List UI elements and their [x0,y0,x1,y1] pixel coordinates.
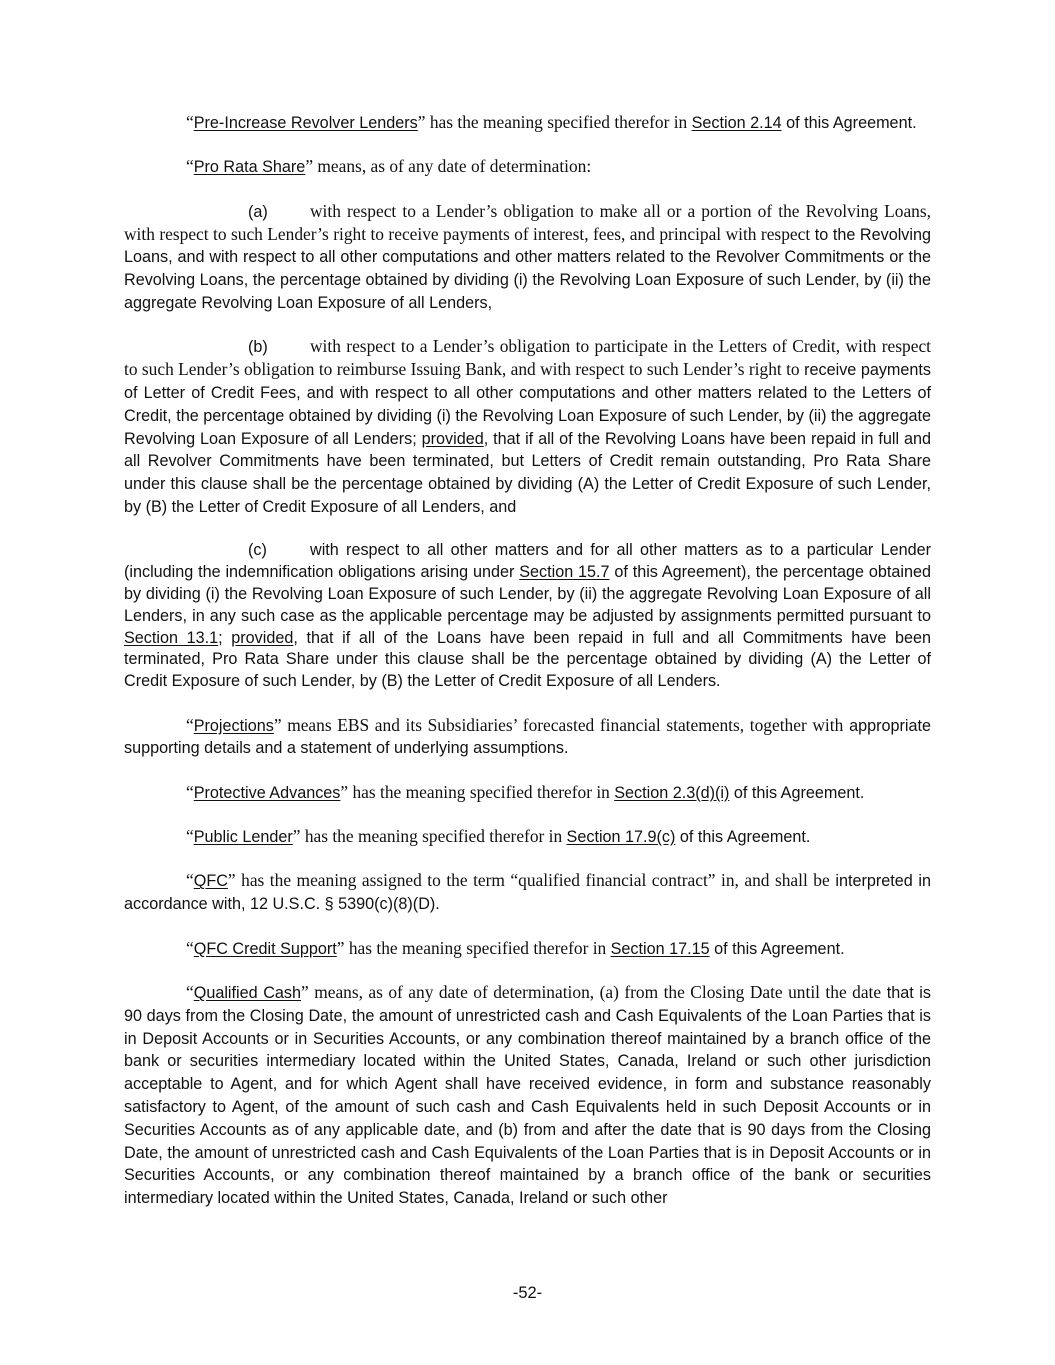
open-quote: “ [186,826,194,847]
document-page [124,112,931,1232]
close-quote: ” [292,826,301,847]
page-number: -52- [512,1284,543,1302]
clause-text: ; [218,628,232,647]
definition-qfc [124,870,931,916]
clause-text: , that if all of the Loans have been repaid in full and all Commitments have been terminated, Pro Rata Share under this clause shall be the percentage obtained by dividing (A) the Letter of Credit Exposure of such Lender, by (B) the Letter of Credit Exposure of all Lenders. [124,628,931,691]
definition-protective-advances [124,782,931,805]
definition-projections [124,715,931,761]
close-quote: ” [301,982,309,1003]
definition-text: of this Agreement. [729,783,865,802]
clause-label: (c) [248,541,267,560]
provided-term: provided [231,628,294,647]
clause-text: of this Agreement), the percentage obtained by dividing (i) the Revolving Loan Exposure of such Lender, by (ii) the aggregate Revolving Loan Exposure of all Lenders, in any such case as the applicable percentage may be adjusted by assignments permitted pursuant to [124,563,931,625]
definition-text: has the meaning specified therefor in [344,937,611,958]
defined-term: Qualified Cash [193,984,302,1003]
definition-text: appropriate supporting details and a statement of underlying assumptions. [124,716,931,758]
clause-c [124,540,931,693]
open-quote: “ [186,870,194,891]
defined-term: Pro Rata Share [193,158,306,177]
open-quote: “ [186,714,194,735]
clause-text: to the Revolving Loans, and with respect to all other computations and other matters related to the Revolver Commitments or the Revolving Loans, the percentage obtained by dividing (i) the Revolving Loan Exposure of such Lender, by (ii) the aggregate Revolving Loan Exposure of all Lenders, [124,225,931,312]
clause-b [124,336,931,518]
defined-term: Protective Advances [193,783,341,802]
open-quote: “ [186,937,194,958]
close-quote: ” [336,937,345,958]
defined-term: Projections [193,716,274,735]
section-reference: Section 13.1 [124,628,219,647]
clause-label: (a) [248,202,268,221]
close-quote: ” [340,781,349,802]
section-reference: Section 17.9(c) [566,828,676,847]
defined-term: QFC [193,872,228,891]
definition-text: has the meaning assigned to the term “qualified financial contract” in, and shall be [235,870,830,891]
clause-text: , that if all of the Revolving Loans have been repaid in full and all Revolver Commitments have been terminated, but Letters of Credit remain outstanding, Pro Rata Share under this clause shall be the percentage obtained by dividing (A) the Letter of Credit Exposure of such Lender, by (B) the Letter of Credit Exposure of all Lenders, and [124,429,931,516]
section-reference: Section 17.15 [610,939,710,958]
open-quote: “ [186,156,194,177]
definition-pro-rata-share [124,156,931,179]
definition-text: means, as of any date of determination, (a) from the Closing Date until the date [308,982,882,1003]
open-quote: “ [186,112,194,132]
close-quote: ” [305,156,314,177]
definition-text: has the meaning specified therefor in [348,781,615,802]
definition-qualified-cash [124,982,931,1210]
definition-text: means EBS and its Subsidiaries’ forecasted financial statements, together with [281,714,844,735]
clause-a [124,201,931,315]
defined-term: Public Lender [193,828,293,847]
clause-text: with respect to a Lender’s obligation to make all or a portion of the Revolving Loans, with respect to such Lender’s right to receive payments of interest, fees, and principal with respect [124,200,931,244]
open-quote: “ [186,781,194,802]
clause-text: with respect to all other matters and for all other matters as to a particular Lender (including the indemnification obligations arising under [124,541,931,582]
definition-public-lender [124,826,931,849]
clause-label: (b) [248,338,268,357]
clause-text: receive payments of Letter of Credit Fees, and with respect to all other computations and other matters related to the Letters of Credit, the percentage obtained by dividing (i) the Revolving Loan Exposure of such Lender, by (ii) the aggregate Revolving Loan Exposure of all Lenders; [124,361,931,448]
definition-text: of this Agreement. [781,114,917,132]
provided-term: provided [421,429,484,448]
close-quote: ” [273,714,282,735]
definition-text: that is 90 days from the Closing Date, the amount of unrestricted cash and Cash Equivalents of the Loan Parties that is in Deposit Accounts or in Securities Accounts, or any combination thereof maintained by a branch office of the bank or securities intermediary located within the United States, Canada, Ireland or such other jurisdiction acceptable to Agent, and for which Agent shall have received evidence, in form and substance reasonably satisfactory to Agent, of the amount of such cash and Cash Equivalents held in such Deposit Accounts or in Securities Accounts as of any applicable date, and (b) from and after the date that is 90 days from the Closing Date, the amount of unrestricted cash and Cash Equivalents of the Loan Parties that is in Deposit Accounts or in Securities Accounts, or any combination thereof maintained by a branch office of the bank or securities intermediary located within the United States, Canada, Ireland or such other [124,984,931,1208]
definition-text: of this Agreement. [709,939,845,958]
definition-pre-increase-revolver-lenders [124,112,931,135]
definition-text: interpreted in accordance with, 12 U.S.C. § 5390(c)(8)(D). [124,872,931,914]
section-reference: Section 15.7 [519,563,610,582]
open-quote: “ [186,982,194,1003]
close-quote: ” [227,870,236,891]
definition-text: has the meaning specified therefor in [300,826,567,847]
section-reference: Section 2.14 [691,114,782,132]
defined-term: Pre-Increase Revolver Lenders [193,114,418,132]
section-reference: Section 2.3(d)(i) [614,783,730,802]
clause-text: with respect to a Lender’s obligation to participate in the Letters of Credit, with respect to such Lender’s obligation to reimburse Issuing Bank, and with respect to such Lender’s right to [124,336,931,380]
definition-text: of this Agreement. [675,828,811,847]
close-quote: ” [417,112,426,132]
definition-qfc-credit-support [124,938,931,961]
definition-text: has the meaning specified therefor in [425,112,692,132]
definition-text: means, as of any date of determination: [313,156,592,177]
defined-term: QFC Credit Support [193,939,337,958]
